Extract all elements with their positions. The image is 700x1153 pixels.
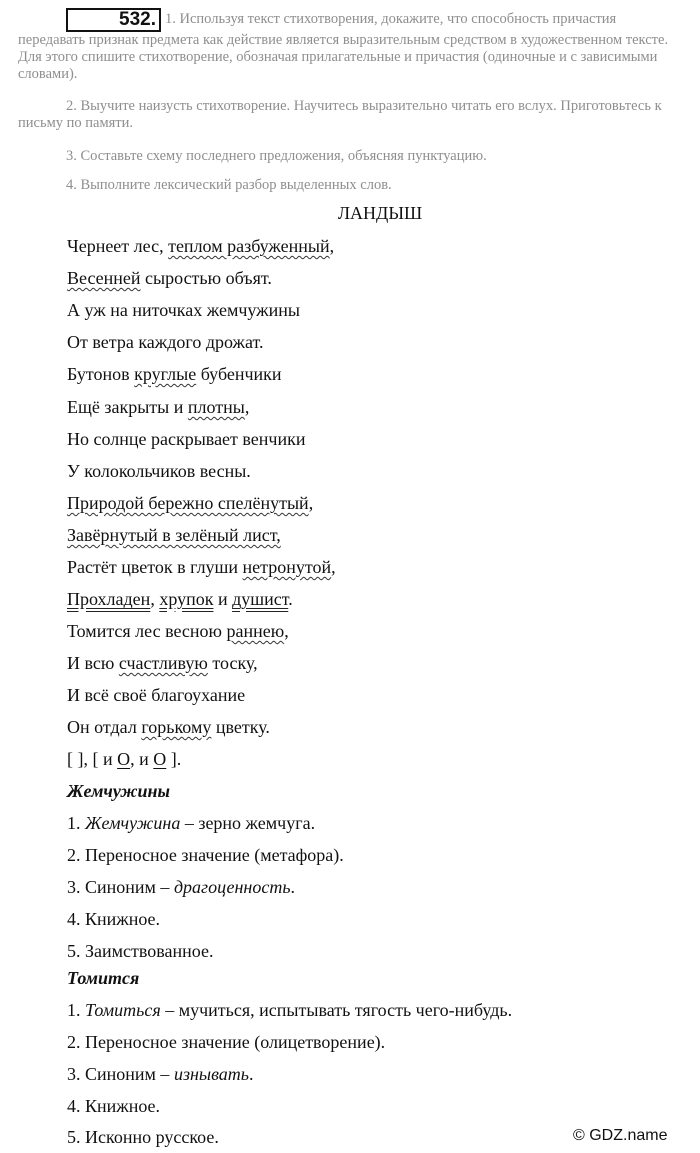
sentence-scheme: [ ], [ и О, и О ].: [67, 749, 182, 769]
adjective: плотны: [187, 397, 245, 417]
task-2-text: 2. Выучите наизусть стихотворение. Научитесь выразительно читать его вслух. Приготовьтесь к письму по памяти.: [18, 98, 662, 131]
word2-item-5: 5. Исконно русское.: [67, 1127, 219, 1147]
poem-line-2: Весенней сыростью объят.: [67, 268, 272, 288]
predicate: хрупок: [159, 589, 214, 609]
adjective: раннею: [226, 621, 285, 641]
task-1-text: 1. Используя текст стихотворения, докажите, что способность причастия передавать признак предмета как действие является выразительным средством в художественном тексте. Для этого спишите стихотворение, обозначая прилагательные и причастия (одиночные и с зависимыми словами).: [18, 11, 669, 82]
task-3-text: 3. Составьте схему последнего предложения, объясняя пунктуацию.: [66, 148, 487, 164]
poem-line-3: А уж на ниточках жемчужины: [67, 300, 300, 320]
task-4-text: 4. Выполните лексический разбор выделенных слов.: [66, 177, 392, 193]
word1-item-4: 4. Книжное.: [67, 909, 161, 929]
word1-heading: Жемчужины: [67, 781, 171, 801]
word2-item-3: 3. Синоним – изнывать.: [67, 1064, 254, 1084]
task-3: [18, 148, 678, 165]
predicate: Прохладен: [67, 589, 151, 609]
task-4: [18, 177, 678, 194]
adjective: круглые: [134, 364, 197, 384]
poem-line-6: Ещё закрыты и плотны,: [67, 397, 250, 417]
word1-item-2: 2. Переносное значение (метафора).: [67, 845, 344, 865]
task-2: [18, 98, 678, 132]
poem-line-13: Томится лес весною раннею,: [67, 621, 289, 641]
poem-line-7: Но солнце раскрывает венчики: [67, 429, 306, 449]
copyright-watermark: © GDZ.name: [573, 1127, 668, 1144]
participle-phrase: Завёрнутый в зелёный лист,: [67, 525, 281, 545]
word2-item-1: 1. Томиться – мучиться, испытывать тягость чего-нибудь.: [67, 1000, 513, 1020]
poem-line-9: Природой бережно спелёнутый,: [67, 493, 314, 513]
word2-item-2: 2. Переносное значение (олицетворение).: [67, 1032, 386, 1052]
adjective: нетронутой: [242, 557, 332, 577]
predicate: душист: [232, 589, 289, 609]
poem-title: ЛАНДЫШ: [337, 203, 423, 223]
exercise-number: 532.: [66, 8, 161, 32]
scheme-homogeneous-member: О: [153, 749, 167, 769]
adjective: счастливую: [118, 653, 208, 673]
participle-phrase: Природой бережно спелёнутый: [67, 493, 309, 513]
adjective: горькому: [141, 717, 212, 737]
poem-line-14: И всю счастливую тоску,: [67, 653, 258, 673]
word1-item-1: 1. Жемчужина – зерно жемчуга.: [67, 813, 316, 833]
scheme-homogeneous-member: О: [117, 749, 131, 769]
poem-line-5: Бутонов круглые бубенчики: [67, 364, 282, 384]
word2-item-4: 4. Книжное.: [67, 1096, 161, 1116]
poem-line-16: Он отдал горькому цветку.: [67, 717, 270, 737]
word2-heading: Томится: [67, 968, 140, 988]
word1-item-5: 5. Заимствованное.: [67, 941, 214, 961]
poem-line-8: У колокольчиков весны.: [67, 461, 251, 481]
poem-line-10: [67, 525, 281, 546]
poem-line-4: От ветра каждого дрожат.: [67, 332, 264, 352]
poem-line-1: Чернеет лес, теплом разбуженный,: [67, 236, 335, 256]
task-1: [18, 8, 678, 83]
word1-item-3: 3. Синоним – драгоценность.: [67, 877, 296, 897]
poem-line-15: И всё своё благоухание: [67, 685, 246, 705]
adjective: Весенней: [67, 268, 141, 288]
participle-phrase: теплом разбуженный: [168, 236, 330, 256]
poem-line-11: Растёт цветок в глуши нетронутой,: [67, 557, 336, 577]
poem-line-12: Прохладен, хрупок и душист.: [67, 589, 293, 609]
